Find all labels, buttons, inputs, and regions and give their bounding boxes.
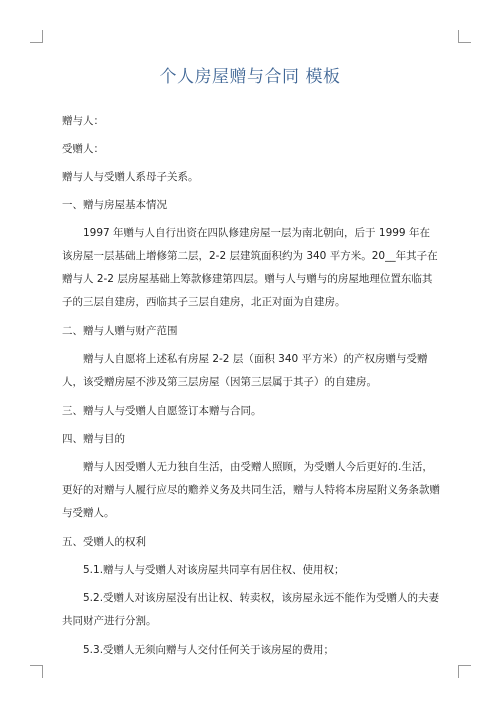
- heading-section-3: 三、赠与人与受赠人自愿签订本赠与合同。: [62, 405, 262, 417]
- document-body: [62, 110, 440, 661]
- paragraph-section-2: 赠与人自愿将上述私有房屋 2-2 层（面积 340 平方米）的产权房赠与受赠人，该受赠房屋不涉及第三层房屋（因第三层属于其子）的自建房。: [62, 353, 428, 388]
- paragraph-relationship: 赠与人与受赠人系母子关系。: [62, 171, 199, 183]
- heading-section-5: 五、受赠人的权利: [62, 536, 146, 548]
- paragraph-section-4: 赠与人因受赠人无力独自生活，由受赠人照顾，为受赠人今后更好的.生活，更好的对赠与人履行应尽的赡养义务及共同生活，赠与人特将本房屋附义务条款赠与受赠人。: [62, 461, 440, 519]
- document-title: 个人房屋赠与合同 模板: [159, 67, 341, 87]
- paragraph-donor: 赠与人：: [62, 115, 104, 127]
- corner-mark-bottom-left: [30, 665, 43, 678]
- clause-5-3: 5.3.受赠人无须向赠与人交付任何关于该房屋的费用；: [83, 644, 335, 656]
- clause-5-1: 5.1.赠与人与受赠人对该房屋共同享有居住权、使用权；: [83, 564, 345, 576]
- heading-section-2: 二、赠与人赠与财产范围: [62, 325, 178, 337]
- heading-section-4: 四、赠与目的: [62, 433, 125, 445]
- paragraph-donee: 受赠人：: [62, 143, 104, 155]
- paragraph-section-1: 1997 年赠与人自行出资在四队修建房屋一层为南北朝向，后于 1999 年在该房屋一层基础上增修第二层，2-2 层建筑面积约为 340 平方米。20__年其子在赠与人 2-2 层房屋基础上筹款修建第四层。赠与人与赠与的房屋地理位置东临其子的三层自建房，西临其子三层自建房，北正对面为自建房。: [62, 227, 438, 308]
- corner-mark-top-right: [458, 30, 471, 43]
- heading-section-1: 一、赠与房屋基本情况: [62, 199, 167, 211]
- corner-mark-top-left: [30, 30, 43, 43]
- corner-mark-bottom-right: [458, 665, 471, 678]
- clause-5-2: 5.2.受赠人对该房屋没有出让权、转卖权，该房屋永远不能作为受赠人的夫妻共同财产进行分割。: [62, 592, 440, 627]
